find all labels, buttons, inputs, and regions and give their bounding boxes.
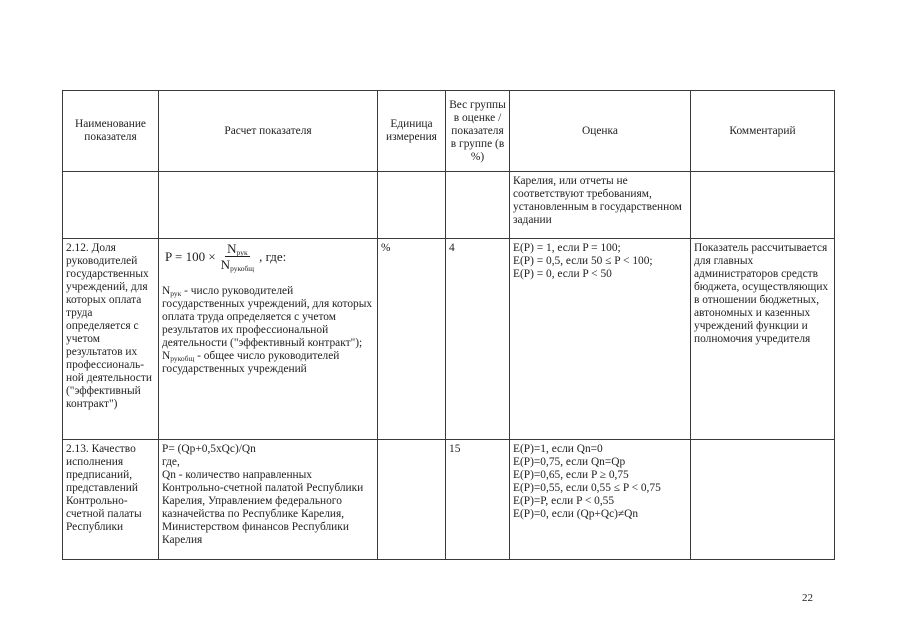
formula-numerator: $N_{рук}$	[227, 241, 248, 257]
header-calc: Расчет показателя	[159, 91, 378, 172]
table-row-2-12	[63, 239, 835, 440]
cont-comment-cell	[691, 172, 835, 239]
row-2-12-eval	[510, 239, 691, 440]
definition-n-rukobshch: $N_{рукобщ}$ - общее число руководителей государственных учреждений	[162, 350, 340, 375]
row-2-13-calc	[159, 440, 378, 560]
header-eval: Оценка	[510, 91, 691, 172]
header-unit: Единица измерения	[378, 91, 446, 172]
eval-line: E(P)=0, если (Qp+Qc)≠Qn	[513, 508, 639, 520]
formula-lhs: P = 100 ×	[165, 249, 216, 264]
table-row-continuation	[63, 172, 835, 239]
row-2-13-weight: 15	[446, 440, 510, 560]
formula-denominator: $N_{рукобщ}$	[220, 257, 255, 273]
header-comment: Комментарий	[691, 91, 835, 172]
row-2-13-unit	[378, 440, 446, 560]
row-2-13-where: где,	[162, 456, 180, 468]
row-2-12-unit: %	[378, 239, 446, 440]
definition-n-ruk: $N_{рук}$ - число руководителей государственных учреждений, для которых оплата труда определяется с учетом результатов их профессиональной деятельности ("эффективный контракт");	[162, 285, 373, 349]
cont-calc-cell	[159, 172, 378, 239]
eval-line: E(P)=0,75, если Qn=Qp	[513, 456, 626, 468]
cont-weight-cell	[446, 172, 510, 239]
row-2-13-comment	[691, 440, 835, 560]
eval-line: E(P) = 0, если P < 50	[513, 268, 612, 280]
row-2-12-formula	[165, 242, 374, 271]
cont-name-cell	[63, 172, 159, 239]
row-2-12-comment: Показатель рассчитывается для главных администраторов средств бюджета, осуществляющих в отношении бюджетных, автономных и казенных учреждений функции и полномочия учредителя	[691, 239, 835, 440]
eval-line: E(P)=P, если P < 0,55	[513, 495, 615, 507]
header-weight: Вес группы в оценке / показателя в группе (в %)	[446, 91, 510, 172]
table-header-row	[63, 91, 835, 172]
row-2-13-formula: P= (Qp+0,5xQc)/Qn	[162, 443, 256, 455]
eval-line: E(P) = 0,5, если 50 ≤ P < 100;	[513, 255, 653, 267]
eval-line: E(P) = 1, если P = 100;	[513, 242, 621, 254]
table-row-2-13	[63, 440, 835, 560]
row-2-13-eval	[510, 440, 691, 560]
cont-unit-cell	[378, 172, 446, 239]
cont-eval-cell: Карелия, или отчеты не соответствуют требованиям, установленным в государственном задании	[510, 172, 691, 239]
eval-line: E(P)=0,65, если P ≥ 0,75	[513, 469, 629, 481]
row-2-12-weight: 4	[446, 239, 510, 440]
formula-tail: , где:	[259, 249, 287, 264]
header-name: Наименование показателя	[63, 91, 159, 172]
row-2-13-name: 2.13. Качество исполнения предписаний, представлений Контрольно-счетной палаты Республики	[63, 440, 159, 560]
definition-qn: Qn - количество направленных Контрольно-счетной палатой Республики Карелия, Управлением федерального казначейства по Республике Карелия, Министерством финансов Республики Карелия	[162, 469, 364, 546]
page-number: 22	[802, 592, 813, 604]
indicators-table	[62, 90, 835, 560]
row-2-12-name: 2.12. Доля руководителей государственных учреждений, для которых оплата труда определяется с учетом результатов их профессиональ-ной деятельности ("эффективный контракт")	[63, 239, 159, 440]
eval-line: E(P)=0,55, если 0,55 ≤ P < 0,75	[513, 482, 661, 494]
eval-line: E(P)=1, если Qn=0	[513, 443, 603, 455]
row-2-12-calc	[159, 239, 378, 440]
formula-fraction	[219, 242, 256, 271]
